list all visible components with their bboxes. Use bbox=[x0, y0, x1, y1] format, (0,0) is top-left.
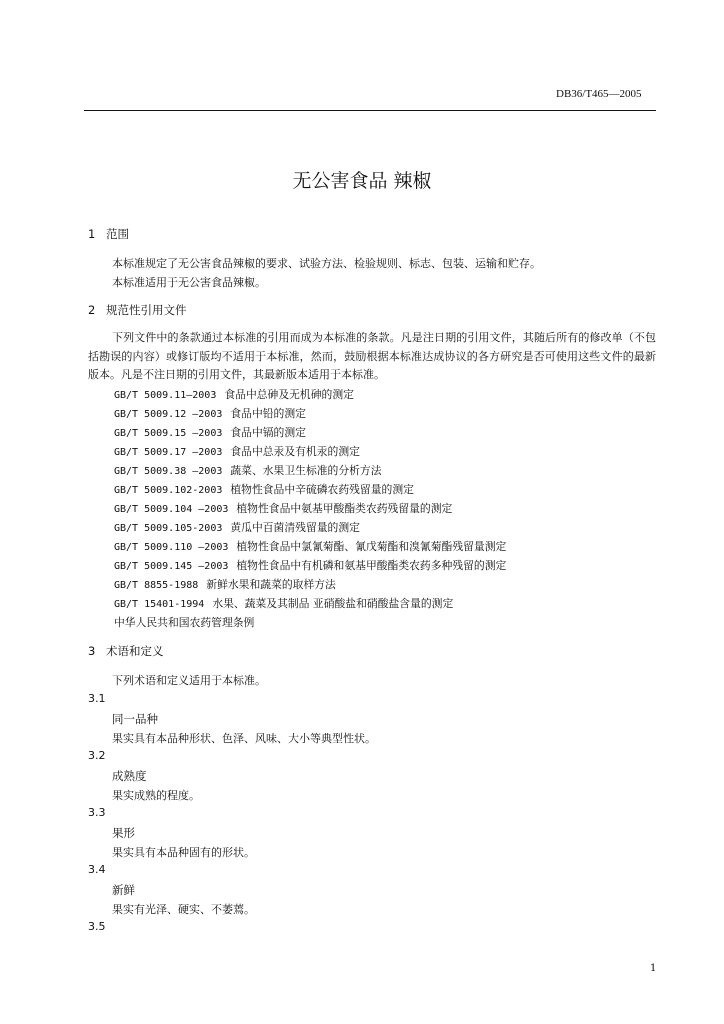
reference-title: 植物性食品中有机磷和氨基甲酸酯类农药多种残留的测定 bbox=[236, 559, 507, 572]
reference-code: GB/T 5009.11—2003 bbox=[114, 390, 217, 401]
term-definition: 果实成熟的程度。 bbox=[112, 789, 200, 802]
reference-item bbox=[114, 520, 360, 535]
page-title: 无公害食品 辣椒 bbox=[292, 170, 432, 192]
section-title: 术语和定义 bbox=[106, 644, 164, 658]
terms-intro: 下列术语和定义适用于本标准。 bbox=[112, 674, 266, 687]
section-3-heading bbox=[88, 643, 164, 659]
reference-item bbox=[114, 596, 453, 611]
reference-title: 新鲜水果和蔬菜的取样方法 bbox=[206, 578, 336, 591]
term-number: 3.4 bbox=[88, 863, 106, 876]
term-name: 成熟度 bbox=[112, 769, 147, 783]
references-intro: 下列文件中的条款通过本标准的引用而成为本标准的条款。凡是注日期的引用文件，其随后所有的修改单（不包括勘误的内容）或修订版均不适用于本标准，然而，鼓励根据本标准达成协议的各方研究是否可使用这些文件的最新版本。凡是不注日期的引用文件，其最新版本适用于本标准。 bbox=[88, 331, 656, 381]
section-2-heading bbox=[88, 302, 187, 318]
reference-item bbox=[114, 577, 336, 592]
reference-item bbox=[114, 425, 306, 440]
reference-item bbox=[114, 501, 452, 516]
header-rule bbox=[84, 110, 656, 111]
term-number: 3.3 bbox=[88, 806, 106, 819]
term-name: 同一品种 bbox=[112, 712, 158, 726]
reference-title: 食品中铅的测定 bbox=[230, 407, 306, 420]
section-1-heading bbox=[88, 226, 129, 242]
section-number: 3 bbox=[88, 644, 96, 658]
standard-code: DB36/T465—2005 bbox=[556, 88, 642, 100]
reference-code: GB/T 5009.105-2003 bbox=[114, 523, 223, 534]
reference-code: GB/T 5009.12 —2003 bbox=[114, 409, 223, 420]
reference-regulation: 中华人民共和国农药管理条例 bbox=[114, 616, 255, 629]
term-number: 3.1 bbox=[88, 692, 106, 705]
reference-title: 植物性食品中氯氰菊酯、氰戊菊酯和溴氰菊酯残留量测定 bbox=[236, 540, 507, 553]
reference-code: GB/T 5009.110 —2003 bbox=[114, 542, 229, 553]
scope-paragraph-2: 本标准适用于无公害食品辣椒。 bbox=[112, 276, 266, 289]
scope-paragraph-1: 本标准规定了无公害食品辣椒的要求、试验方法、检验规则、标志、包装、运输和贮存。 bbox=[112, 257, 541, 270]
reference-title: 植物性食品中氨基甲酸酯类农药残留量的测定 bbox=[236, 502, 453, 515]
term-name: 新鲜 bbox=[112, 883, 135, 897]
reference-title: 水果、蔬菜及其制品 亚硝酸盐和硝酸盐含量的测定 bbox=[212, 597, 454, 610]
reference-item bbox=[114, 406, 306, 421]
section-number: 1 bbox=[88, 227, 96, 241]
reference-item bbox=[114, 558, 506, 573]
reference-code: GB/T 5009.17 —2003 bbox=[114, 447, 223, 458]
term-definition: 果实具有本品种固有的形状。 bbox=[112, 846, 255, 859]
term-definition: 果实具有本品种形状、色泽、风味、大小等典型性状。 bbox=[112, 732, 376, 745]
section-title: 范围 bbox=[106, 227, 129, 241]
term-number: 3.2 bbox=[88, 749, 106, 762]
term-number: 3.5 bbox=[88, 920, 106, 933]
reference-code: GB/T 5009.145 —2003 bbox=[114, 561, 229, 572]
page-number: 1 bbox=[650, 963, 657, 974]
reference-title: 食品中总汞及有机汞的测定 bbox=[230, 445, 360, 458]
reference-item bbox=[114, 387, 354, 402]
reference-title: 黄瓜中百菌清残留量的测定 bbox=[230, 521, 360, 534]
reference-code: GB/T 15401-1994 bbox=[114, 599, 205, 610]
reference-code: GB/T 5009.102-2003 bbox=[114, 485, 223, 496]
reference-code: GB/T 5009.104 —2003 bbox=[114, 504, 229, 515]
reference-item bbox=[114, 444, 360, 459]
reference-item bbox=[114, 463, 382, 478]
reference-item bbox=[114, 539, 506, 554]
term-definition: 果实有光泽、硬实、不萎蔫。 bbox=[112, 903, 255, 916]
reference-title: 食品中镉的测定 bbox=[230, 426, 306, 439]
reference-code: GB/T 5009.38 —2003 bbox=[114, 466, 223, 477]
section-title: 规范性引用文件 bbox=[106, 303, 187, 317]
term-name: 果形 bbox=[112, 826, 135, 840]
reference-code: GB/T 5009.15 —2003 bbox=[114, 428, 223, 439]
reference-title: 植物性食品中辛硫磷农药残留量的测定 bbox=[230, 483, 414, 496]
reference-title: 食品中总砷及无机砷的测定 bbox=[224, 388, 354, 401]
reference-title: 蔬菜、水果卫生标准的分析方法 bbox=[230, 464, 382, 477]
section-number: 2 bbox=[88, 303, 96, 317]
reference-item bbox=[114, 482, 414, 497]
reference-code: GB/T 8855-1988 bbox=[114, 580, 199, 591]
